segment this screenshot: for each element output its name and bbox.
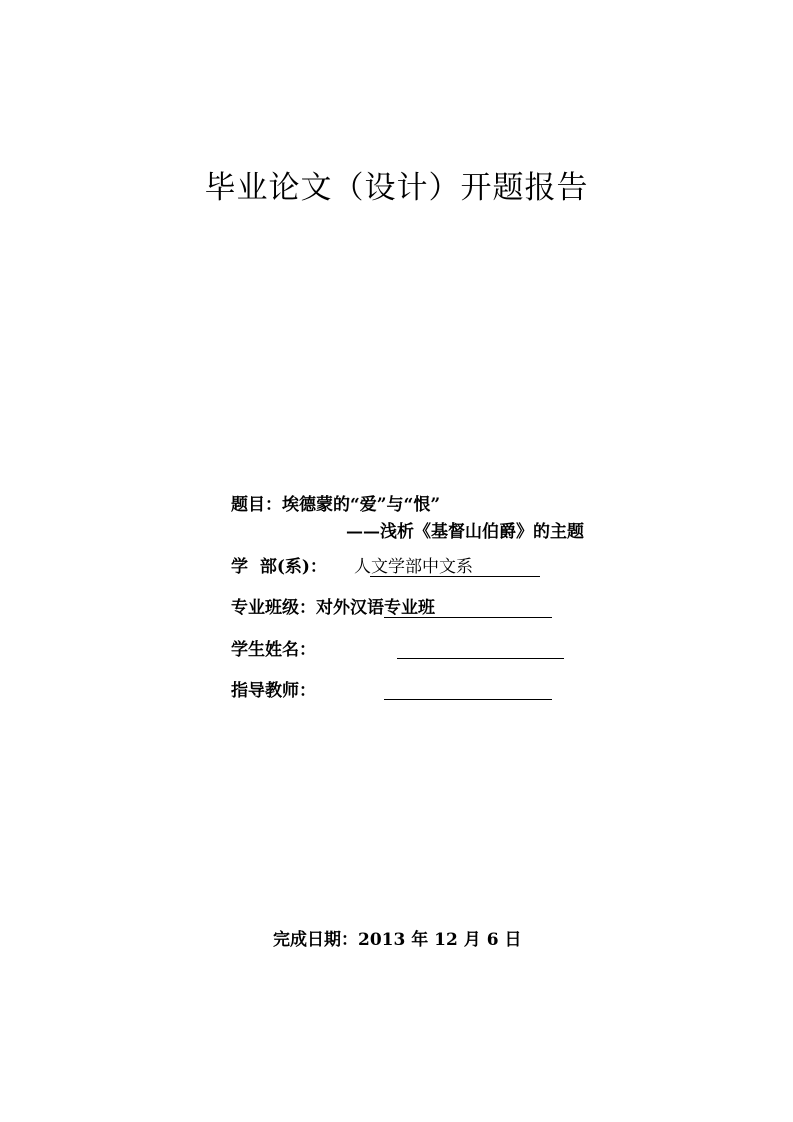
topic-row: [231, 494, 440, 516]
topic-main: 埃德蒙的“爱”与“恨”: [282, 495, 441, 515]
topic-label: 题目：: [231, 495, 282, 515]
completion-date-month-unit: 月: [463, 930, 481, 950]
completion-date-day: 6: [486, 930, 499, 950]
department-value: 人文学部中文系: [354, 557, 473, 577]
advisor-underline: [384, 699, 552, 700]
department-underline: [370, 576, 540, 577]
completion-date-month: 12: [434, 930, 458, 950]
student-name-label: 学生姓名：: [231, 640, 316, 660]
completion-date-year-unit: 年: [411, 930, 429, 950]
document-title: 毕业论文（设计）开题报告: [204, 170, 589, 206]
completion-date-year: 2013: [358, 930, 406, 950]
completion-date-label: 完成日期：: [273, 930, 358, 950]
major-class-underline: [384, 617, 552, 618]
topic-subtitle: ——浅析《基督山伯爵》的主题: [346, 522, 584, 542]
advisor-label: 指导教师：: [231, 681, 316, 701]
completion-date-day-unit: 日: [504, 930, 522, 950]
major-class-label: 专业班级：: [231, 598, 316, 618]
major-class-value: 对外汉语专业班: [316, 598, 435, 618]
department-label: 学 部(系)：: [231, 557, 327, 577]
completion-date: [273, 929, 521, 951]
student-name-underline: [397, 658, 564, 659]
